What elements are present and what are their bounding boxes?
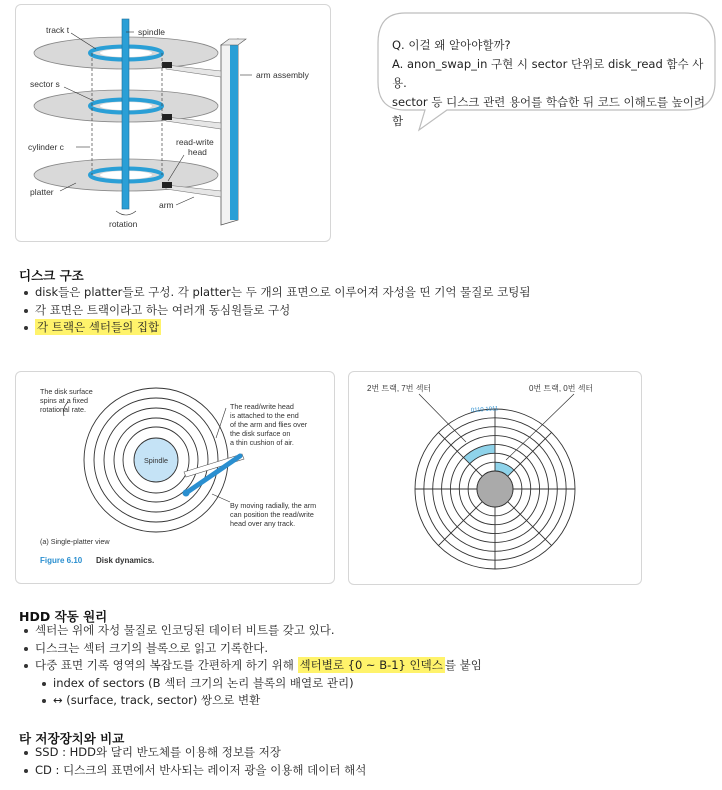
label-arm: arm xyxy=(159,200,174,210)
figure-number: Figure 6.10 xyxy=(40,556,83,565)
disk-dynamics-diagram xyxy=(16,372,334,583)
bubble-answer-line1: A. anon_swap_in 구현 시 sector 단위로 disk_read 함수 사용. xyxy=(392,57,704,90)
list-item: disk들은 platter들로 구성. 각 platter는 두 개의 표면으로 이루어져 자성을 띤 기억 물질로 코팅됨 xyxy=(19,284,530,302)
list-item: SSD : HDD와 달리 반도체를 이용해 정보를 저장 xyxy=(19,744,366,762)
list-item xyxy=(19,657,482,675)
disk-structure-list xyxy=(19,284,530,337)
sector-figure-card xyxy=(348,371,642,585)
highlighted-text: 각 트랙은 섹터들의 집합 xyxy=(37,320,160,334)
head-note-line: a thin cushion of air. xyxy=(230,438,294,447)
label-rotation: rotation xyxy=(109,219,138,229)
arm-note-line: can position the read/write xyxy=(230,510,314,519)
sector-bits-label: 0110 1011 xyxy=(470,406,499,414)
list-item: index of sectors (B 섹터 크기의 논리 블록의 배열로 관리) xyxy=(19,675,482,693)
label-cylinder: cylinder c xyxy=(28,142,64,152)
list-item: 섹터는 위에 자성 물질로 인코딩된 데이터 비트를 갖고 있다. xyxy=(19,622,482,640)
label-sector: sector s xyxy=(30,79,60,89)
surface-note-line: The disk surface xyxy=(40,387,93,396)
bubble-question: Q. 이걸 왜 알아야할까? xyxy=(392,38,511,52)
list-item: 디스크는 섹터 크기의 블록으로 읽고 기록한다. xyxy=(19,640,482,658)
head-note-line: of the arm and flies over xyxy=(230,420,308,429)
label-read-write-head: read-write xyxy=(176,137,214,147)
disk-structure-title: 디스크 구조 xyxy=(19,268,84,283)
other-storage-title: 타 저장장치와 비교 xyxy=(19,731,125,746)
head-note-line: the disk surface on xyxy=(230,429,291,438)
highlighted-text: 섹터별로 {0 ~ B-1} 인덱스 xyxy=(299,658,443,672)
surface-note-line: spins at a fixed xyxy=(40,396,88,405)
disk-dynamics-figure-card xyxy=(15,371,335,584)
figure-subcaption: (a) Single-platter view xyxy=(40,537,110,546)
bubble-text xyxy=(392,36,712,131)
leader-line xyxy=(506,394,574,460)
track-sector-diagram xyxy=(349,372,641,584)
label-track2-sector7: 2번 트랙, 7번 섹터 xyxy=(367,384,432,393)
list-text: 를 붙임 xyxy=(444,658,482,672)
label-track0-sector0: 0번 트랙, 0번 섹터 xyxy=(529,384,594,393)
disk-mechanism-diagram xyxy=(16,5,330,241)
head-note-line: The read/write head xyxy=(230,402,294,411)
list-item: CD : 디스크의 표면에서 반사되는 레이저 광을 이용해 데이터 해석 xyxy=(19,762,366,780)
label-spindle: spindle xyxy=(138,27,165,37)
label-head: head xyxy=(188,147,207,157)
hdd-title: HDD 작동 원리 xyxy=(19,609,108,624)
list-item: 각 표면은 트랙이라고 하는 여러개 동심원들로 구성 xyxy=(19,302,530,320)
arm-note-line: head over any track. xyxy=(230,519,296,528)
bubble-answer-line2: sector 등 디스크 관련 용어를 학습한 뒤 코드 이해도를 높이려함 xyxy=(392,95,705,128)
label-track: track t xyxy=(46,25,70,35)
label-arm-assembly: arm assembly xyxy=(256,70,309,80)
head-note-line: is attached to the end xyxy=(230,411,299,420)
label-platter: platter xyxy=(30,187,54,197)
list-text: 다중 표면 기록 영역의 복잡도를 간편하게 하기 위해 xyxy=(35,658,298,672)
figure-title: Disk dynamics. xyxy=(96,556,155,565)
spindle-label: Spindle xyxy=(144,456,168,465)
other-storage-list xyxy=(19,744,366,779)
hub xyxy=(477,471,513,507)
list-item: ↔ (surface, track, sector) 쌍으로 변환 xyxy=(19,692,482,710)
list-item xyxy=(19,319,530,337)
arm-note-line: By moving radially, the arm xyxy=(230,501,317,510)
hdd-list xyxy=(19,622,482,710)
surface-note-line: rotational rate. xyxy=(40,405,86,414)
disk-structure-figure-card xyxy=(15,4,331,242)
